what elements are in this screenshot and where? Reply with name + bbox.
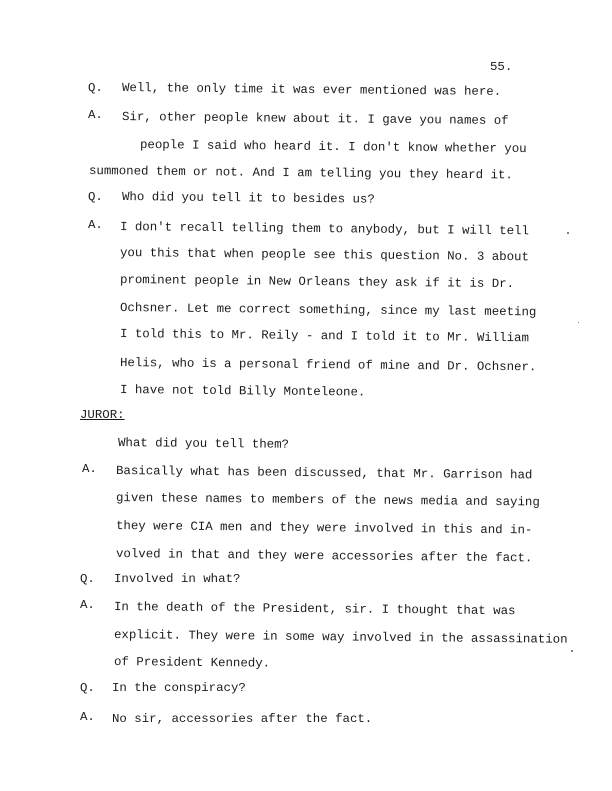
scan-speck: [567, 232, 569, 234]
speaker-label: Q.: [80, 681, 95, 695]
transcript-line: I don't recall telling them to anybody, but I will tell: [119, 220, 530, 239]
transcript-line: Involved in what?: [114, 572, 241, 586]
speaker-label: A.: [88, 218, 103, 232]
transcript-line: Helis, who is a personal friend of mine and Dr. Ochsner.: [119, 356, 537, 375]
speaker-label: Q.: [88, 190, 103, 204]
transcript-line: Sir, other people knew about it. I gave you names of: [121, 110, 509, 129]
transcript-line: Basically what has been discussed, that Mr. Garrison had: [115, 464, 533, 483]
page-number: 55.: [490, 60, 513, 74]
speaker-label: A.: [80, 710, 95, 724]
speaker-label: A.: [82, 462, 97, 476]
scan-speck: [578, 322, 579, 323]
transcript-line: Who did you tell it to besides us?: [121, 190, 375, 207]
transcript-line: prominent people in New Orleans they ask if it is Dr.: [119, 273, 515, 292]
transcript-line: No sir, accessories after the fact.: [112, 712, 373, 726]
speaker-label: A.: [88, 108, 103, 122]
transcript-line: Ochsner. Let me correct something, since my last meeting: [119, 301, 537, 320]
transcript-line: people I said who heard it. I don't know whether you: [139, 138, 527, 157]
transcript-line: In the death of the President, sir. I thought that was: [113, 600, 516, 619]
transcript-line: you this that when people see this question No. 3 about: [119, 246, 530, 265]
transcript-line: volved in that and they were accessories after the fact.: [115, 547, 533, 566]
speaker-label: A.: [80, 598, 95, 612]
speaker-label: Q.: [88, 81, 103, 95]
juror-heading: JUROR:: [80, 408, 125, 422]
transcript-line: Well, the only time it was ever mentioned was here.: [121, 81, 502, 99]
transcript-line: explicit. They were in some way involved in the assassination: [113, 628, 568, 647]
transcript-line: What did you tell them?: [117, 436, 290, 452]
transcript-line: In the conspiracy?: [112, 681, 246, 695]
transcript-line: given these names to members of the news media and saying: [115, 491, 540, 510]
speaker-label: Q.: [80, 572, 95, 586]
scan-speck: [571, 650, 573, 652]
transcript-line: summoned them or not. And I am telling you they heard it.: [88, 164, 513, 183]
transcript-line: I have not told Billy Monteleone.: [119, 383, 366, 400]
transcript-line: of President Kennedy.: [113, 655, 271, 671]
transcript-line: they were CIA men and they were involved in this and in-: [115, 519, 533, 538]
transcript-line: I told this to Mr. Reily - and I told it to Mr. William: [119, 327, 530, 346]
